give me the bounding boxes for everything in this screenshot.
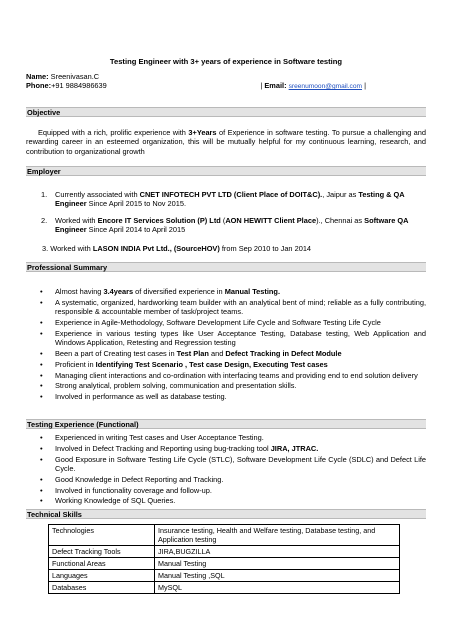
list-item: • Good Exposure in Software Testing Life Cycle (STLC), Software Development Life Cycle (SDLC) and Defect Life Cycle. <box>55 455 426 474</box>
phone-label: Phone <box>26 81 49 90</box>
table-row: Defect Tracking Tools JIRA,BUGZILLA <box>49 546 400 558</box>
email-link[interactable]: sreenumoon@gmail.com <box>288 83 363 90</box>
list-item: • Almost having 3.4years of diversified experience in Manual Testing. <box>55 287 426 296</box>
section-heading-employer: Employer <box>26 166 426 176</box>
list-item: • Involved in performance as well as database testing. <box>55 392 426 401</box>
contact-phone-line: Phone:+91 9884986639 | Email: sreenumoon@gmail.com | <box>26 81 366 90</box>
email-label: Email <box>264 81 285 90</box>
list-item: • Experience in various testing types like User Acceptance Testing, Database testing, Web Application and Windows Application, Retesting and Regression testing <box>55 329 426 348</box>
list-item: • Managing client interactions and co-ordination with interfacing teams and providing end to end solution delivery <box>55 371 426 380</box>
list-item: • Strong analytical, problem solving, communication and presentation skills. <box>55 381 426 390</box>
skills-table <box>48 524 400 594</box>
list-item: • Experience in Agile-Methodology, Software Development Life Cycle and Software Testing Life Cycle <box>55 318 426 327</box>
list-item: • Experienced in writing Test cases and User Acceptance Testing. <box>55 433 426 442</box>
list-item: • Involved in Defect Tracking and Reporting using bug-tracking tool JIRA, JTRAC. <box>55 444 426 453</box>
objective-text: Equipped with a rich, prolific experience with 3+Years of Experience in software testing. To pursue a challenging and rewarding career in an esteemed organization, this will be mutually helpful for my continuous learning, research, and contribution to organizational growth <box>26 128 426 156</box>
table-row: Languages Manual Testing ,SQL <box>49 570 400 582</box>
candidate-name: Sreenivasan.C <box>50 72 100 81</box>
section-heading-technical-skills: Technical Skills <box>26 509 426 519</box>
section-heading-professional-summary: Professional Summary <box>26 262 426 272</box>
table-row: Functional Areas Manual Testing <box>49 558 400 570</box>
name-label: Name <box>26 72 47 81</box>
table-row: Technologies Insurance testing, Health and Welfare testing, Database testing, and Application testing <box>49 525 400 546</box>
list-item: • Working Knowledge of SQL Queries. <box>55 496 426 505</box>
employer-item-3: 3. Worked with LASON INDIA Pvt Ltd., (SourceHOV) from Sep 2010 to Jan 2014 <box>42 244 312 253</box>
employer-item-2: 2. Worked with Encore IT Services Solution (P) Ltd (AON HEWITT Client Place)., Chennai as Software QA Engineer Since April 2014 to April 2015 <box>41 216 409 235</box>
email-block: | Email: sreenumoon@gmail.com | <box>260 81 366 90</box>
section-heading-testing-experience: Testing Experience (Functional) <box>26 419 426 429</box>
list-item: • Proficient in Identifying Test Scenario , Test case Design, Executing Test cases <box>55 360 426 369</box>
list-item: • Involved in functionality coverage and follow-up. <box>55 486 426 495</box>
summary-list <box>55 287 426 403</box>
list-item: • Been a part of Creating test cases in Test Plan and Defect Tracking in Defect Module <box>55 349 426 358</box>
contact-name-line: Name: Sreenivasan.C <box>26 72 100 81</box>
phone-number: +91 9884986639 <box>51 81 107 90</box>
section-heading-objective: Objective <box>26 107 426 117</box>
list-item: • A systematic, organized, hardworking team builder with an analytical bent of mind; reliable as a fully contributing, responsible & accountable member of task/project teams. <box>55 298 426 317</box>
functional-list <box>55 433 426 507</box>
resume-title: Testing Engineer with 3+ years of experience in Software testing <box>109 57 343 66</box>
table-row: Databases MySQL <box>49 582 400 594</box>
list-item: • Good Knowledge in Defect Reporting and Tracking. <box>55 475 426 484</box>
employer-item-1: 1. Currently associated with CNET INFOTECH PVT LTD (Client Place of DOIT&C)., Jaipur as Testing & QA Engineer Since April 2015 to Nov 2015. <box>41 190 405 209</box>
